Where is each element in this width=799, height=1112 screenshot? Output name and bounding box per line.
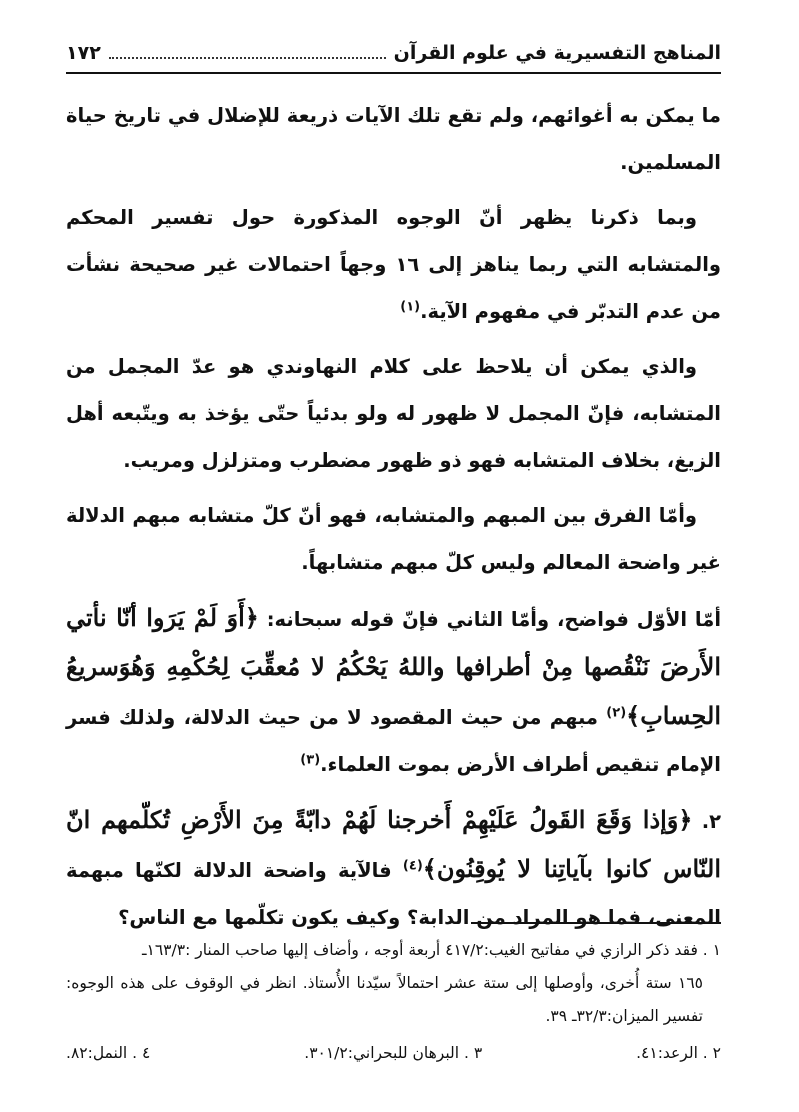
footnotes [66, 934, 721, 1070]
header-dot-leader [109, 47, 386, 59]
footnote-ref-1[interactable]: (١) [400, 299, 421, 315]
footnote-ref-2[interactable]: (٢) [606, 705, 627, 721]
paragraph-6-rest: فالآية واضحة الدلالة لكنّها مبهمة المعنى، فما هو المراد من الدابة؟ وكيف يكون تكلّمها مع الناس؟ [66, 859, 721, 929]
page-number: ١٧٢ [66, 42, 101, 64]
paragraph-5-intro: أمّا الأوّل فواضح، وأمّا الثاني فإنّ قوله سبحانه: [258, 608, 721, 631]
paragraph-2-text: وبما ذكرنا يظهر أنّ الوجوه المذكورة حول تفسير المحكم والمتشابه التي ربما يناهز إلى ١٦ وجهاً احتمالات غير صحيحة نشأت من عدم التدبّر في مفهوم الآية. [66, 206, 721, 323]
paragraph-1: ما يمكن به أغوائهم، ولم تقع تلك الآيات ذريعة للإضلال في تاريخ حياة المسلمين. [66, 104, 721, 174]
footnote-1-continuation: ١٦٥ ستة أُخرى، وأوصلها إلى ستة عشر احتمالاً سيّدنا الأُستاذ. انظر في الوقوف على هذه الوجوه: تفسير الميزان:٣٢/٣ـ ٣٩. [66, 974, 703, 1025]
footnote-1-line-1: ١ . فقد ذكر الرازي في مفاتيح الغيب:٤١٧/٢ أربعة أوجه ، وأضاف إليها صاحب المنار :١٦٣/٣ـ [141, 941, 721, 959]
footnote-1 [66, 934, 721, 1033]
running-header [66, 38, 721, 68]
item-number: ٢. [692, 810, 722, 833]
main-text [66, 92, 721, 949]
footnote-2: ٢ . الرعد:٤١. [636, 1044, 721, 1062]
footnote-4: ٤ . النمل:٨٢. [66, 1044, 151, 1062]
paragraph-4: وأمّا الفرق بين المبهم والمتشابه، فهو أنّ كلّ متشابه مبهم الدلالة غير واضحة المعالم وليس كلّ مبهم متشابهاً. [66, 504, 721, 574]
paragraph-5-rest: مبهم من حيث المقصود لا من حيث الدلالة، ولذلك فسر الإمام تنقيص أطراف الأرض بموت العلماء. [66, 706, 721, 776]
footnote-ref-4[interactable]: (٤) [402, 858, 423, 874]
paragraph-2 [66, 194, 721, 335]
paragraph-6 [66, 796, 721, 941]
quran-verse-1: ﴿أَوَ لَمْ يَرَوا أنّا نأتي الأَرضَ نَنْقُصها مِنْ أطرافها واللهُ يَحْكُمُ لا مُعقِّبَ لِحُكْمِهِ وَهُوَسريعُ الحِسابِ﴾ [66, 603, 721, 730]
footnote-separator [471, 922, 721, 924]
footnote-3: ٣ . البرهان للبحراني:٣٠١/٢. [304, 1044, 483, 1062]
book-title: المناهج التفسيرية في علوم القرآن [393, 42, 721, 64]
paragraph-5 [66, 594, 721, 788]
quran-verse-2: ﴿وَإذا وَقَعَ القَولُ عَلَيْهِمْ أَخرجنا لَهُمْ دابّةً مِنَ الأَرْضِ تُكلّمهم انّ النّاس كانوا بآياتِنا لا يُوقِنُون﴾ [66, 805, 721, 883]
footnote-ref-3[interactable]: (٣) [300, 752, 321, 768]
paragraph-3: والذي يمكن أن يلاحظ على كلام النهاوندي هو عدّ المجمل من المتشابه، فإنّ المجمل لا ظهور له ولو بدئياً حتّى يؤخذ به ويتّبعه أهل الزيغ، بخلاف المتشابه فهو ذو ظهور مضطرب ومتزلزل ومريب. [66, 355, 721, 472]
footnotes-row [66, 1037, 721, 1070]
header-rule [66, 72, 721, 74]
